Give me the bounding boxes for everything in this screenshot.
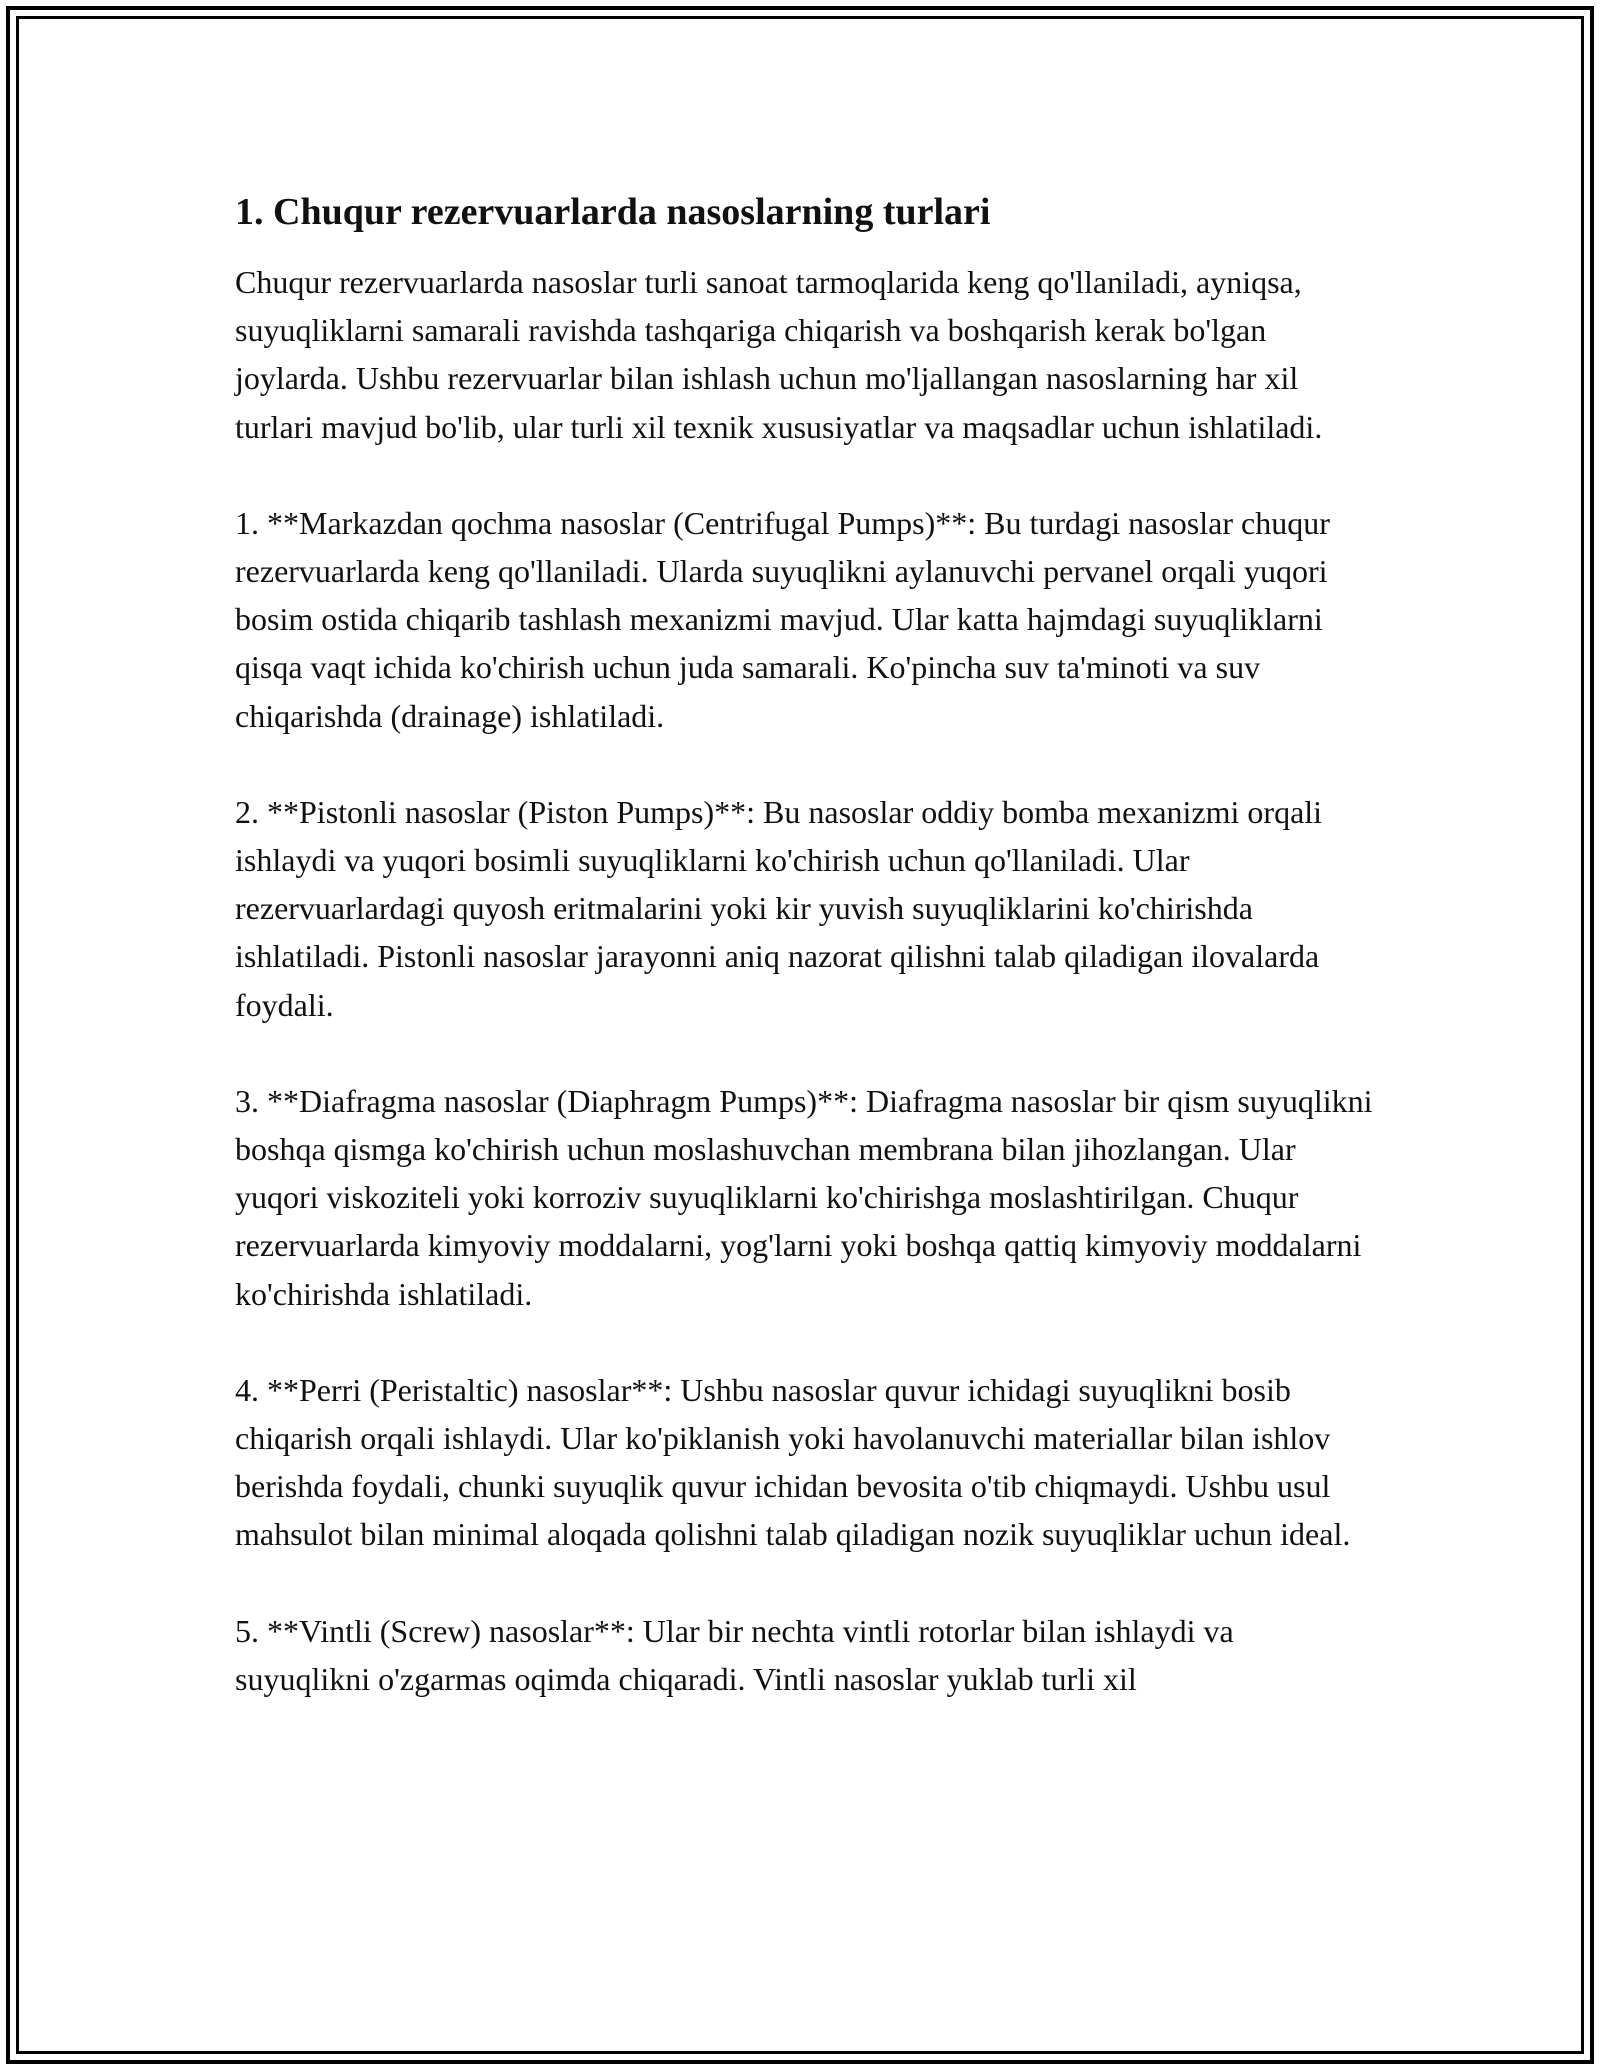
list-item-diaphragm: 3. **Diafragma nasoslar (Diaphragm Pumps)**: Diafragma nasoslar bir qism suyuqlikni boshqa qismga ko'chirish uchun moslashuvchan membrana bilan jihozlangan. Ular yuqori viskoziteli yoki korroziv suyuqliklarni ko'chirishga moslashtirilgan. Chuqur rezervuarlarda kimyoviy moddalarni, yog'larni yoki boshqa qattiq kimyoviy moddalarni ko'chirishda ishlatiladi.: [235, 1082, 1373, 1312]
intro-paragraph: Chuqur rezervuarlarda nasoslar turli sanoat tarmoqlarida keng qo'llaniladi, ayniqsa, suyuqliklarni samarali ravishda tashqariga chiqarish va boshqarish kerak bo'lgan joylarda. Ushbu rezervuarlar bilan ishlash uchun mo'ljallangan nasoslarning har xil turlari mavjud bo'lib, ular turli xil texnik xususiyatlar va maqsadlar uchun ishlatiladi.: [235, 264, 1323, 445]
page-title: 1. Chuqur rezervuarlarda nasoslarning turlari: [235, 191, 991, 233]
list-item-screw: 5. **Vintli (Screw) nasoslar**: Ular bir nechta vintli rotorlar bilan ishlaydi va suyuqlikni o'zgarmas oqimda chiqaradi. Vintli nasoslar yuklab turli xil: [235, 1612, 1234, 1697]
list-item-centrifugal: 1. **Markazdan qochma nasoslar (Centrifugal Pumps)**: Bu turdagi nasoslar chuqur rezervuarlarda keng qo'llaniladi. Ularda suyuqlikni aylanuvchi pervanel orqali yuqori bosim ostida chiqarib tashlash mexanizmi mavjud. Ular katta hajmdagi suyuqliklarni qisqa vaqt ichida ko'chirish uchun juda samarali. Ko'pincha suv ta'minoti va suv chiqarishda (drainage) ishlatiladi.: [235, 504, 1330, 734]
list-item-peristaltic: 4. **Perri (Peristaltic) nasoslar**: Ushbu nasoslar quvur ichidagi suyuqlikni bosib chiqarish orqali ishlaydi. Ular ko'piklanish yoki havolanuvchi materiallar bilan ishlov berishda foydali, chunki suyuqlik quvur ichidan bevosita o'tib chiqmaydi. Ushbu usul mahsulot bilan minimal aloqada qolishni talab qiladigan nozik suyuqliklar uchun ideal.: [235, 1371, 1351, 1553]
list-item-piston: 2. **Pistonli nasoslar (Piston Pumps)**: Bu nasoslar oddiy bomba mexanizmi orqali ishlaydi va yuqori bosimli suyuqliklarni ko'chirish uchun qo'llaniladi. Ular rezervuarlardagi quyosh eritmalarini yoki kir yuvish suyuqliklarini ko'chirishda ishlatiladi. Pistonli nasoslar jarayonni aniq nazorat qilishni talab qiladigan ilovalarda foydali.: [235, 793, 1323, 1023]
document-body: [235, 188, 1375, 1751]
